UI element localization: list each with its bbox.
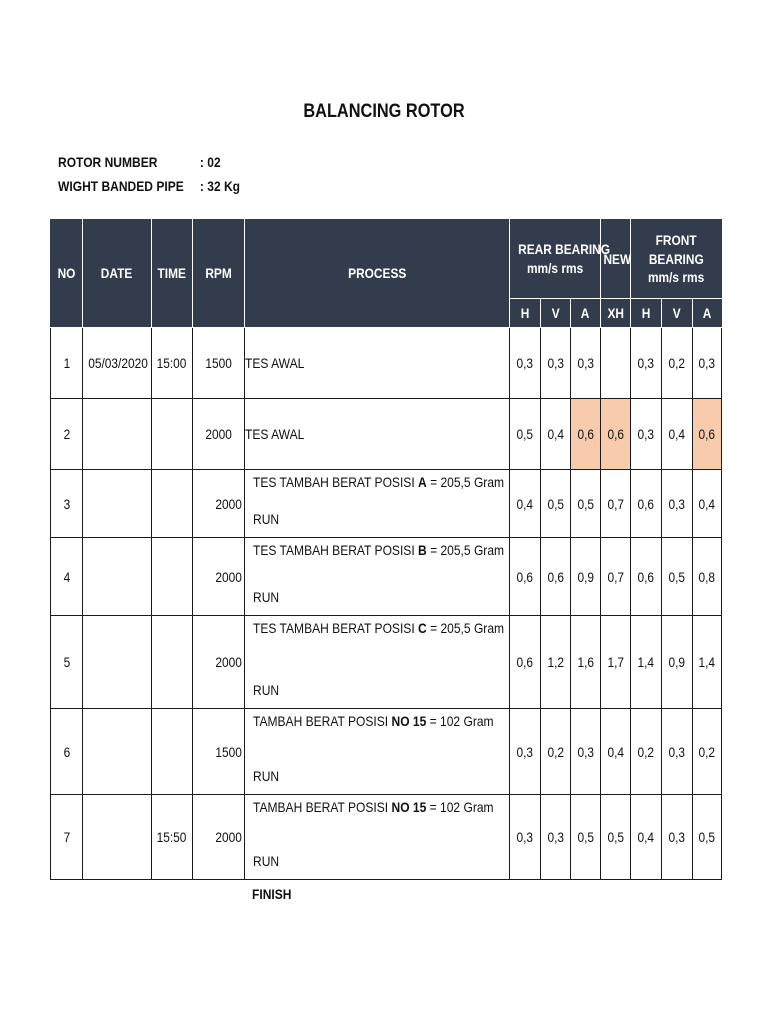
cell-front-a: 0,6 — [693, 399, 722, 470]
cell-front-h: 1,4 — [631, 616, 662, 709]
cell-date — [83, 795, 152, 880]
cell-new-xh: 0,7 — [601, 470, 631, 538]
process-run-line: RUN — [253, 682, 280, 698]
process-line: TES TAMBAH BERAT POSISI C = 205,5 Gram — [253, 620, 505, 636]
cell-rear-h: 0,3 — [510, 709, 541, 795]
cell-process — [245, 470, 510, 538]
cell-rpm: 2000 — [193, 470, 245, 538]
cell-no: 2 — [51, 399, 83, 470]
cell-no: 5 — [51, 616, 83, 709]
meta-rotor-number — [58, 154, 221, 170]
subheader-rear-a: A — [571, 299, 601, 328]
cell-rpm: 2000 — [193, 795, 245, 880]
cell-rear-a: 0,3 — [571, 328, 601, 399]
cell-date — [83, 538, 152, 616]
cell-front-a: 0,2 — [693, 709, 722, 795]
cell-rear-h: 0,6 — [510, 538, 541, 616]
subheader-rear-v: V — [541, 299, 571, 328]
cell-front-a: 0,5 — [693, 795, 722, 880]
process-line: TES AWAL — [245, 355, 305, 371]
cell-front-h: 0,4 — [631, 795, 662, 880]
cell-time: 15:00 — [152, 328, 193, 399]
process-line: TES TAMBAH BERAT POSISI A = 205,5 Gram — [253, 474, 505, 490]
cell-process — [245, 616, 510, 709]
cell-date — [83, 399, 152, 470]
table-row — [51, 328, 722, 399]
meta-label: WIGHT BANDED PIPE — [58, 178, 184, 194]
cell-rpm: 1500 — [193, 328, 245, 399]
cell-rear-v: 1,2 — [541, 616, 571, 709]
cell-process — [245, 709, 510, 795]
process-run-line: RUN — [253, 853, 280, 869]
cell-new-xh: 0,4 — [601, 709, 631, 795]
cell-new-xh — [601, 328, 631, 399]
cell-rear-h: 0,5 — [510, 399, 541, 470]
cell-front-h: 0,3 — [631, 399, 662, 470]
cell-process — [245, 399, 510, 470]
subheader-rear-h: H — [510, 299, 541, 328]
cell-time — [152, 616, 193, 709]
cell-front-a: 0,8 — [693, 538, 722, 616]
cell-process — [245, 328, 510, 399]
meta-value: : 02 — [199, 154, 221, 170]
process-run-line: RUN — [253, 768, 280, 784]
header-date: DATE — [83, 220, 152, 328]
cell-rpm: 1500 — [193, 709, 245, 795]
table-row — [51, 399, 722, 470]
finish-label: FINISH — [252, 886, 292, 902]
cell-new-xh: 0,7 — [601, 538, 631, 616]
cell-front-v: 0,5 — [662, 538, 693, 616]
cell-time — [152, 709, 193, 795]
cell-date — [83, 616, 152, 709]
cell-process — [245, 795, 510, 880]
table-row — [51, 709, 722, 795]
cell-front-a: 1,4 — [693, 616, 722, 709]
process-line: TAMBAH BERAT POSISI NO 15 = 102 Gram — [253, 799, 494, 815]
header-new: NEW — [601, 220, 631, 299]
cell-front-h: 0,6 — [631, 470, 662, 538]
process-line: TAMBAH BERAT POSISI NO 15 = 102 Gram — [253, 713, 494, 729]
cell-rear-h: 0,3 — [510, 328, 541, 399]
cell-no: 4 — [51, 538, 83, 616]
cell-rear-v: 0,3 — [541, 328, 571, 399]
cell-rear-h: 0,3 — [510, 795, 541, 880]
cell-front-v: 0,3 — [662, 709, 693, 795]
subheader-front-a: A — [693, 299, 722, 328]
cell-new-xh: 1,7 — [601, 616, 631, 709]
cell-date — [83, 709, 152, 795]
cell-no: 7 — [51, 795, 83, 880]
cell-time: 15:50 — [152, 795, 193, 880]
cell-front-v: 0,2 — [662, 328, 693, 399]
cell-rear-a: 0,5 — [571, 795, 601, 880]
cell-rear-v: 0,5 — [541, 470, 571, 538]
cell-new-xh: 0,5 — [601, 795, 631, 880]
cell-rear-h: 0,4 — [510, 470, 541, 538]
cell-time — [152, 399, 193, 470]
cell-front-h: 0,3 — [631, 328, 662, 399]
cell-rear-v: 0,3 — [541, 795, 571, 880]
cell-process — [245, 538, 510, 616]
table-row — [51, 795, 722, 880]
cell-no: 3 — [51, 470, 83, 538]
cell-front-v: 0,3 — [662, 470, 693, 538]
process-line: TES TAMBAH BERAT POSISI B = 205,5 Gram — [253, 542, 505, 558]
cell-front-a: 0,3 — [693, 328, 722, 399]
header-process: PROCESS — [245, 220, 510, 328]
cell-rear-v: 0,2 — [541, 709, 571, 795]
cell-front-h: 0,2 — [631, 709, 662, 795]
cell-rpm: 2000 — [193, 399, 245, 470]
cell-new-xh: 0,6 — [601, 399, 631, 470]
cell-rear-v: 0,4 — [541, 399, 571, 470]
table-row — [51, 538, 722, 616]
process-line: TES AWAL — [245, 426, 305, 442]
header-time: TIME — [152, 220, 193, 328]
cell-front-a: 0,4 — [693, 470, 722, 538]
header-rpm: RPM — [193, 220, 245, 328]
cell-date — [83, 470, 152, 538]
meta-weight-banded-pipe — [58, 178, 240, 194]
cell-rear-a: 0,5 — [571, 470, 601, 538]
cell-rear-a: 1,6 — [571, 616, 601, 709]
table-row — [51, 470, 722, 538]
cell-time — [152, 538, 193, 616]
cell-rpm: 2000 — [193, 538, 245, 616]
cell-rear-h: 0,6 — [510, 616, 541, 709]
cell-rear-v: 0,6 — [541, 538, 571, 616]
cell-no: 6 — [51, 709, 83, 795]
cell-front-v: 0,4 — [662, 399, 693, 470]
table-row — [51, 616, 722, 709]
meta-value: : 32 Kg — [199, 178, 241, 194]
subheader-new-xh: XH — [601, 299, 631, 328]
cell-rear-a: 0,3 — [571, 709, 601, 795]
cell-front-h: 0,6 — [631, 538, 662, 616]
header-rear-bearing: REAR BEARING mm/s rms — [510, 220, 601, 299]
cell-rear-a: 0,6 — [571, 399, 601, 470]
process-run-line: RUN — [253, 589, 280, 605]
subheader-front-v: V — [662, 299, 693, 328]
cell-time — [152, 470, 193, 538]
cell-date: 05/03/2020 — [83, 328, 152, 399]
subheader-front-h: H — [631, 299, 662, 328]
page-title: BALANCING ROTOR — [303, 101, 465, 122]
header-front-bearing: FRONT BEARING mm/s rms — [631, 220, 722, 299]
cell-rear-a: 0,9 — [571, 538, 601, 616]
process-run-line: RUN — [253, 511, 280, 527]
meta-label: ROTOR NUMBER — [58, 154, 158, 170]
cell-rpm: 2000 — [193, 616, 245, 709]
cell-no: 1 — [51, 328, 83, 399]
cell-front-v: 0,9 — [662, 616, 693, 709]
header-no: NO — [51, 220, 83, 328]
balancing-table — [50, 219, 722, 880]
cell-front-v: 0,3 — [662, 795, 693, 880]
